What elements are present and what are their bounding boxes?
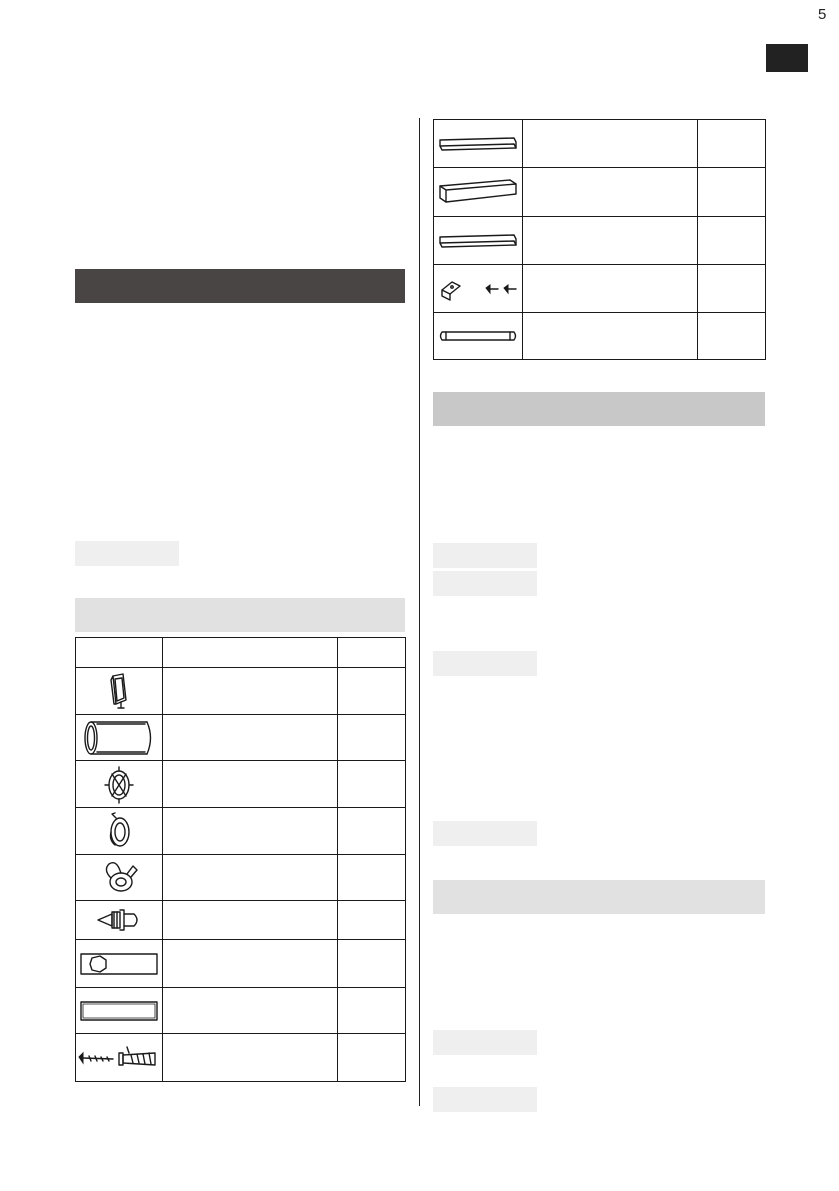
part-name [523,168,698,217]
table-header-row [76,638,406,668]
part-qty [338,901,406,940]
table-row [434,168,766,217]
part-name [523,313,698,360]
part-qty [338,808,406,855]
table-row [76,715,406,761]
header-cell-qty [338,638,406,668]
drain-plug-icon [94,904,144,936]
window-adapter-icon [99,670,139,712]
table-row [76,668,406,715]
section-heading-2 [433,880,765,914]
step-tag-3 [433,651,537,676]
table-row [76,761,406,808]
part-name [163,1034,338,1082]
part-qty [698,120,766,168]
step-tag-5 [433,1030,537,1055]
step-tag-6 [433,1087,537,1112]
part-name [523,217,698,265]
security-bar-icon [438,326,518,346]
part-qty [338,715,406,761]
part-name [523,265,698,313]
window-slider-bar-icon [438,134,518,154]
note-tag [75,541,179,566]
table-row [76,988,406,1034]
hose-ring-icon [99,810,139,852]
language-badge [766,44,808,72]
part-name [163,808,338,855]
parts-table-right [433,119,766,360]
dark-section-bar [75,269,405,303]
exhaust-hose-icon [79,718,159,758]
part-qty [338,988,406,1034]
window-slider-extension-icon [438,231,518,251]
parts-table-left [75,637,406,1082]
part-qty [698,313,766,360]
part-name [163,715,338,761]
screw-and-anchor-icon [77,1043,161,1073]
table-row [76,1034,406,1082]
part-qty [338,668,406,715]
bracket-and-screws-icon [438,276,518,302]
part-name [523,120,698,168]
part-name [163,668,338,715]
part-qty [698,168,766,217]
part-name [163,901,338,940]
step-tag-4 [433,821,537,846]
part-qty [698,217,766,265]
hose-connector-icon [99,763,139,805]
parts-heading [75,598,405,632]
table-row [434,217,766,265]
part-name [163,855,338,901]
page-number: 5 [818,6,827,23]
part-name [163,988,338,1034]
part-qty [338,761,406,808]
table-row [76,901,406,940]
part-name [163,940,338,988]
column-divider [419,118,420,1106]
table-row [76,855,406,901]
table-row [76,940,406,988]
part-qty [338,940,406,988]
drain-cap-icon [97,858,141,898]
step-tag-2 [433,571,537,596]
table-row [434,313,766,360]
foam-seal-cutout-icon [80,952,158,976]
foam-seal-strip-icon [80,999,158,1023]
header-cell-image [76,638,163,668]
part-qty [338,855,406,901]
part-qty [698,265,766,313]
header-cell-name [163,638,338,668]
step-tag-1 [433,543,537,568]
section-heading-1 [433,392,765,426]
part-name [163,761,338,808]
table-row [434,120,766,168]
part-qty [338,1034,406,1082]
window-slider-large-icon [438,178,518,206]
table-row [76,808,406,855]
table-row [434,265,766,313]
